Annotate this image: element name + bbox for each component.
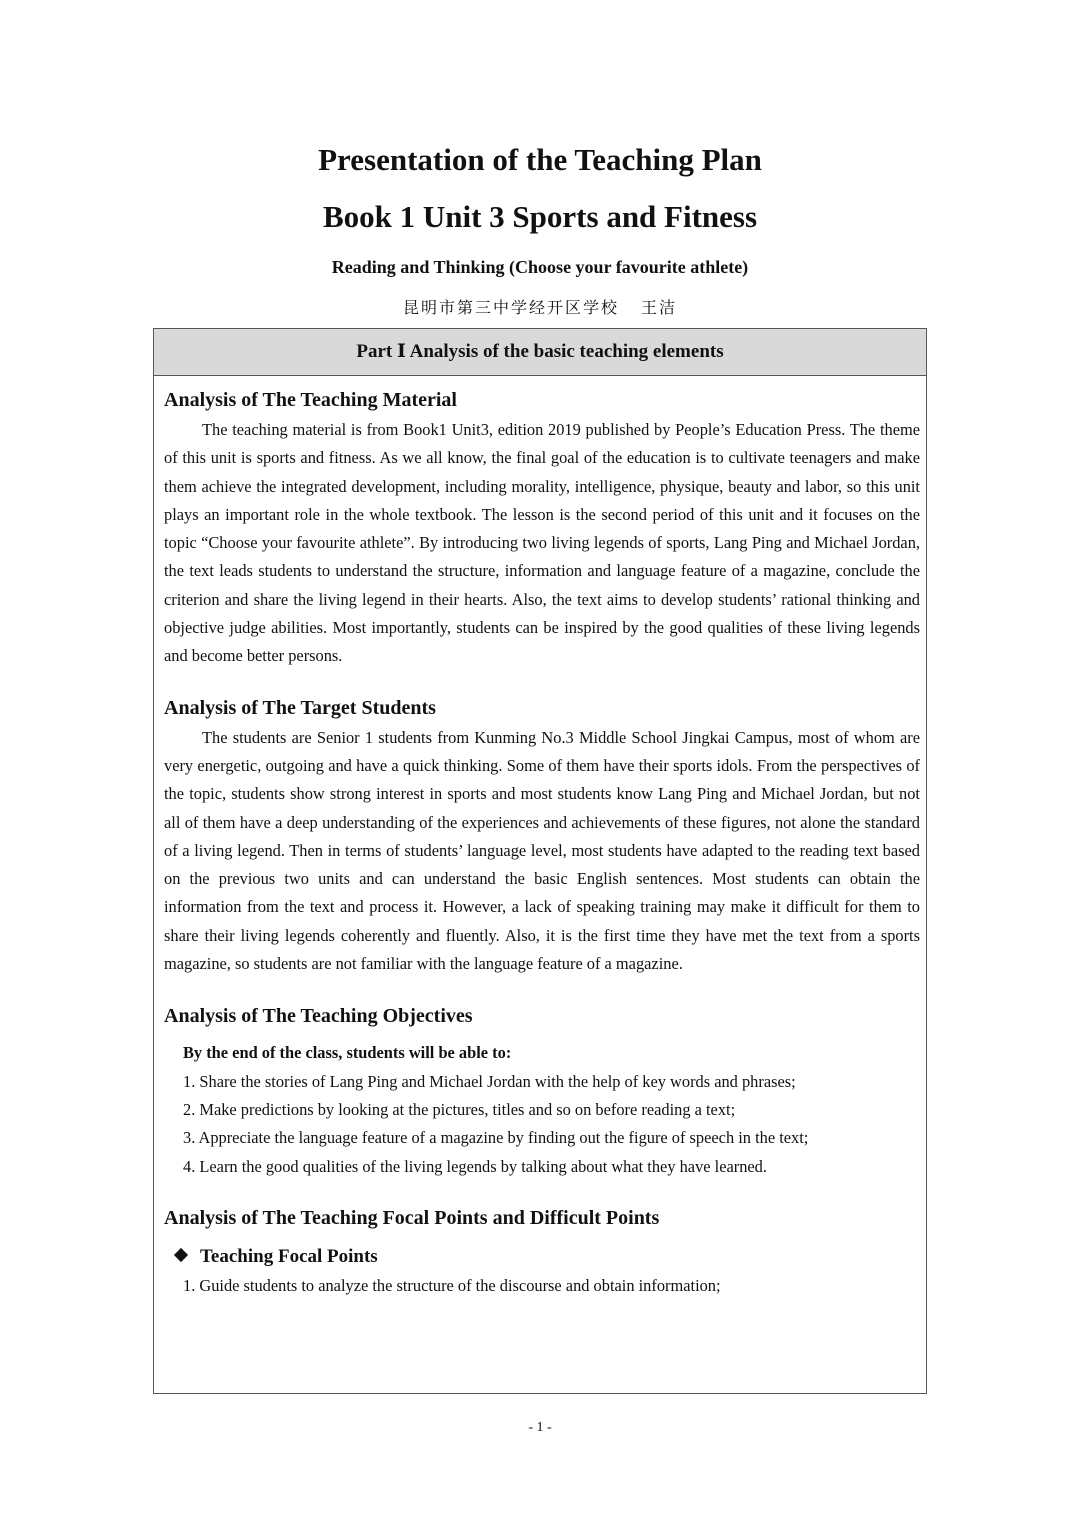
author-name: 王洁 — [641, 298, 678, 317]
document-subtitle-unit: Book 1 Unit 3 Sports and Fitness — [322, 199, 758, 234]
list-item: 2. Make predictions by looking at the pictures, titles and so on before reading a text; — [183, 1099, 736, 1119]
list-item: 4. Learn the good qualities of the living legends by talking about what they have learned. — [183, 1156, 767, 1176]
analysis-body — [154, 376, 926, 1300]
analysis-table — [153, 328, 927, 1394]
objectives-list — [164, 1068, 920, 1181]
section-title-material: Analysis of The Teaching Material — [164, 389, 457, 411]
section-title-focal-points: Analysis of The Teaching Focal Points and Difficult Points — [164, 1206, 660, 1229]
focal-points-list — [164, 1272, 920, 1300]
section-body-students: The students are Senior 1 students from Kunming No.3 Middle School Jingkai Campus, most of whom are very energetic, outgoing and have a quick thinking. Some of them have their sports idols. From the perspectives of the topic, students show strong interest in sports and most students know Lang Ping and Michael Jordan, but not all of them have a deep understanding of the experiences and achievements of these figures, not alone the standard of a living legend. Then in terms of students’ language level, most students have adapted to the reading text based on the previous two units and can understand the basic English sentences. Most students can obtain the information from the text and process it. However, a lack of speaking training may make it difficult for them to share their living legends coherently and fluently. Also, it is the first time they have met the text from a sports magazine, so students are not familiar with the language feature of a magazine. — [164, 727, 920, 974]
focal-points-subheading — [176, 1244, 920, 1270]
school-name: 昆明市第三中学经开区学校 — [402, 298, 619, 317]
author-line — [0, 296, 1080, 320]
part-heading: Part Ⅰ Analysis of the basic teaching elements — [154, 329, 926, 376]
diamond-bullet-icon — [174, 1248, 188, 1262]
section-title-objectives: Analysis of The Teaching Objectives — [164, 1005, 473, 1028]
list-item: 1. Share the stories of Lang Ping and Michael Jordan with the help of key words and phrases; — [183, 1071, 796, 1091]
lesson-subtitle: Reading and Thinking (Choose your favourite athlete) — [331, 257, 749, 277]
section-body-material: The teaching material is from Book1 Unit3, edition 2019 published by People’s Education Press. The theme of this unit is sports and fitness. As we all know, the final goal of the education is to cultivate teenagers and make them achieve the integrated development, including morality, intelligence, physique, beauty and labor, so this unit plays an important role in the whole textbook. The lesson is the second period of this unit and it focuses on the topic “Choose your favourite athlete”. By introducing two living legends of sports, Lang Ping and Michael Jordan, the text leads students to understand the structure, information and language feature of a magazine, conclude the criterion and share the living legend in their hearts. Also, the text aims to develop students’ rational thinking and objective judge abilities. Most importantly, students can be inspired by the good qualities of these living legends and become better persons. — [164, 420, 920, 666]
list-item: 3. Appreciate the language feature of a magazine by finding out the figure of speech in the text; — [183, 1128, 809, 1148]
page-number: - 1 - — [528, 1420, 552, 1435]
list-item: 1. Guide students to analyze the structure of the discourse and obtain information; — [183, 1275, 721, 1295]
objectives-lead: By the end of the class, students will be able to: — [183, 1043, 512, 1063]
document-title: Presentation of the Teaching Plan — [318, 142, 762, 177]
focal-points-label: Teaching Focal Points — [200, 1245, 378, 1267]
section-title-students: Analysis of The Target Students — [164, 696, 436, 719]
